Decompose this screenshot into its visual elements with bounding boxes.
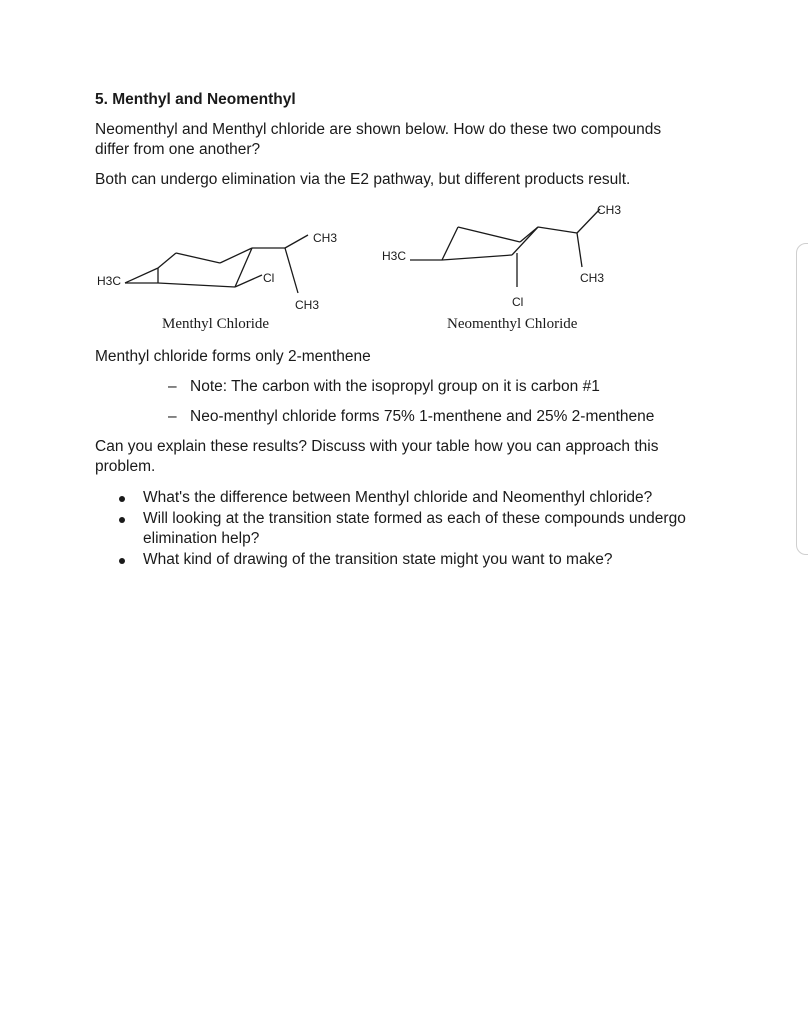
e2-statement: Both can undergo elimination via the E2 pathway, but different products result. xyxy=(95,171,631,188)
discussion-prompt-line-2: problem. xyxy=(95,458,156,475)
menthyl-ch3-bottom-label: CH3 xyxy=(295,298,320,312)
neomenthyl-skeleton xyxy=(410,209,600,287)
neomenthyl-caption: Neomenthyl Chloride xyxy=(447,316,578,332)
bullet-icon xyxy=(119,517,125,523)
question-drawing: What kind of drawing of the transition state might you want to make? xyxy=(143,551,613,568)
discussion-prompt-line-1: Can you explain these results? Discuss with your table how you can approach this xyxy=(95,438,659,455)
neomenthyl-h3c-label: H3C xyxy=(382,249,407,263)
neomenthyl-ch3-right-label: CH3 xyxy=(580,271,605,285)
section-heading: 5. Menthyl and Neomenthyl xyxy=(95,91,296,108)
question-difference: What's the difference between Menthyl chloride and Neomenthyl chloride? xyxy=(143,489,653,506)
note-dash-1: – xyxy=(168,378,177,395)
menthyl-h3c-label: H3C xyxy=(97,274,122,288)
menthyl-cl-label: Cl xyxy=(263,271,275,285)
neomenthyl-cl-label: Cl xyxy=(512,295,524,309)
side-panel-tab[interactable] xyxy=(796,243,808,555)
note-neomenthyl-products: Neo-menthyl chloride forms 75% 1-menthene and 25% 2-menthene xyxy=(190,408,655,425)
note-dash-2: – xyxy=(168,408,177,425)
bullet-icon xyxy=(119,558,125,564)
note-carbon-one: Note: The carbon with the isopropyl group on it is carbon #1 xyxy=(190,378,600,395)
bullet-icon xyxy=(119,496,125,502)
menthyl-result: Menthyl chloride forms only 2-menthene xyxy=(95,348,371,365)
intro-line-2: differ from one another? xyxy=(95,141,261,158)
question-transition-state-line-2: elimination help? xyxy=(143,530,260,547)
question-transition-state-line-1: Will looking at the transition state formed as each of these compounds undergo xyxy=(143,510,686,527)
menthyl-skeleton xyxy=(125,235,308,293)
neomenthyl-ch3-top-label: CH3 xyxy=(597,203,622,217)
menthyl-caption: Menthyl Chloride xyxy=(162,316,270,332)
menthyl-ch3-top-label: CH3 xyxy=(313,231,338,245)
structures-figure xyxy=(80,195,660,340)
intro-line-1: Neomenthyl and Menthyl chloride are shown below. How do these two compounds xyxy=(95,121,662,138)
